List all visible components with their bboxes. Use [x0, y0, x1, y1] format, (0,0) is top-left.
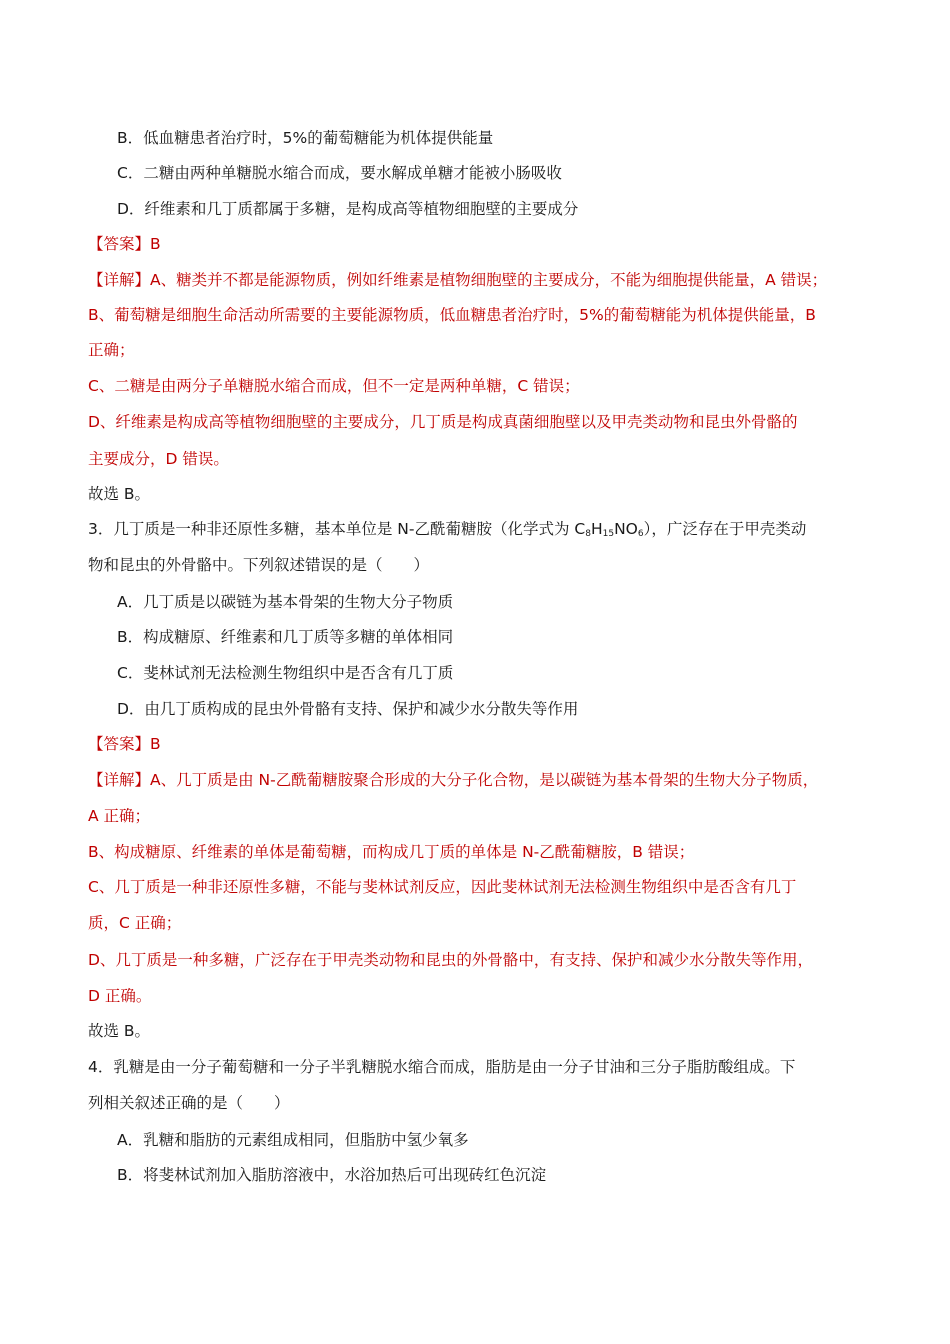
q2-explanation-line: D、纤维素是构成高等植物细胞壁的主要成分，几丁质是构成真菌细胞壁以及甲壳类动物和昆虫外骨骼的: [88, 413, 798, 431]
q2-option-c: C．二糖由两种单糖脱水缩合而成，要水解成单糖才能被小肠吸收: [117, 164, 562, 182]
q2-explanation-line: C、二糖是由两分子单糖脱水缩合而成，但不一定是两种单糖，C 错误；: [88, 377, 580, 395]
q2-answer: 【答案】B: [88, 235, 161, 253]
q3-stem-line2: 物和昆虫的外骨骼中。下列叙述错误的是（ ）: [88, 556, 430, 574]
q3-explanation-line: 【详解】A、几丁质是由 N-乙酰葡糖胺聚合形成的大分子化合物，是以碳链为基本骨架的生物大分子物质，: [88, 771, 819, 789]
q3-stem-text: 3．几丁质是一种非还原性多糖，基本单位是 N-乙酰葡糖胺（化学式为 C: [88, 520, 586, 538]
q3-option-d: D．由几丁质构成的昆虫外骨骼有支持、保护和减少水分散失等作用: [117, 700, 579, 718]
q3-explanation-line: C、几丁质是一种非还原性多糖，不能与斐林试剂反应，因此斐林试剂无法检测生物组织中是否含有几丁: [88, 878, 797, 896]
formula-element: NO: [614, 520, 638, 538]
q3-option-b: B．构成糖原、纤维素和几丁质等多糖的单体相同: [117, 628, 454, 646]
q3-answer: 【答案】B: [88, 735, 161, 753]
formula-element: H: [590, 520, 603, 538]
q3-explanation-line: D 正确。: [88, 987, 152, 1005]
q4-stem-line1: 4．乳糖是由一分子葡萄糖和一分子半乳糖脱水缩合而成，脂肪是由一分子甘油和三分子脂肪酸组成。下: [88, 1058, 796, 1076]
q2-option-b: B．低血糖患者治疗时，5%的葡萄糖能为机体提供能量: [117, 129, 494, 147]
q2-explanation-line: B、葡萄糖是细胞生命活动所需要的主要能源物质，低血糖患者治疗时，5%的葡萄糖能为机体提供能量，B: [88, 306, 816, 324]
q3-option-c: C．斐林试剂无法检测生物组织中是否含有几丁质: [117, 664, 454, 682]
q3-explanation-line: B、构成糖原、纤维素的单体是葡萄糖，而构成几丁质的单体是 N-乙酰葡糖胺，B 错误；: [88, 843, 695, 861]
q2-option-d: D．纤维素和几丁质都属于多糖，是构成高等植物细胞壁的主要成分: [117, 200, 579, 218]
q3-explanation-line: D、几丁质是一种多糖，广泛存在于甲壳类动物和昆虫的外骨骼中，有支持、保护和减少水分散失等作用，: [88, 951, 813, 969]
q2-explanation-line: 主要成分，D 错误。: [88, 450, 229, 468]
q4-option-b: B．将斐林试剂加入脂肪溶液中，水浴加热后可出现砖红色沉淀: [117, 1166, 547, 1184]
formula-subscript: 8: [585, 529, 591, 539]
q3-stem-text: ），广泛存在于甲壳类动: [643, 520, 807, 538]
q2-explanation-line: 【详解】A、糖类并不都是能源物质，例如纤维素是植物细胞壁的主要成分，不能为细胞提供能量，A 错误；: [88, 271, 828, 289]
formula-subscript: 6: [637, 529, 644, 539]
q4-option-a: A．乳糖和脂肪的元素组成相同，但脂肪中氢少氧多: [117, 1131, 469, 1149]
q3-choose: 故选 B。: [88, 1022, 151, 1040]
q3-stem-line1: [88, 519, 806, 544]
formula-subscript: 15: [602, 529, 615, 539]
q3-option-a: A．几丁质是以碳链为基本骨架的生物大分子物质: [117, 593, 454, 611]
q2-explanation-line: 正确；: [88, 341, 135, 359]
q3-explanation-line: 质，C 正确；: [88, 914, 182, 932]
q3-explanation-line: A 正确；: [88, 807, 151, 825]
q2-choose: 故选 B。: [88, 485, 151, 503]
q4-stem-line2: 列相关叙述正确的是（ ）: [88, 1094, 290, 1112]
